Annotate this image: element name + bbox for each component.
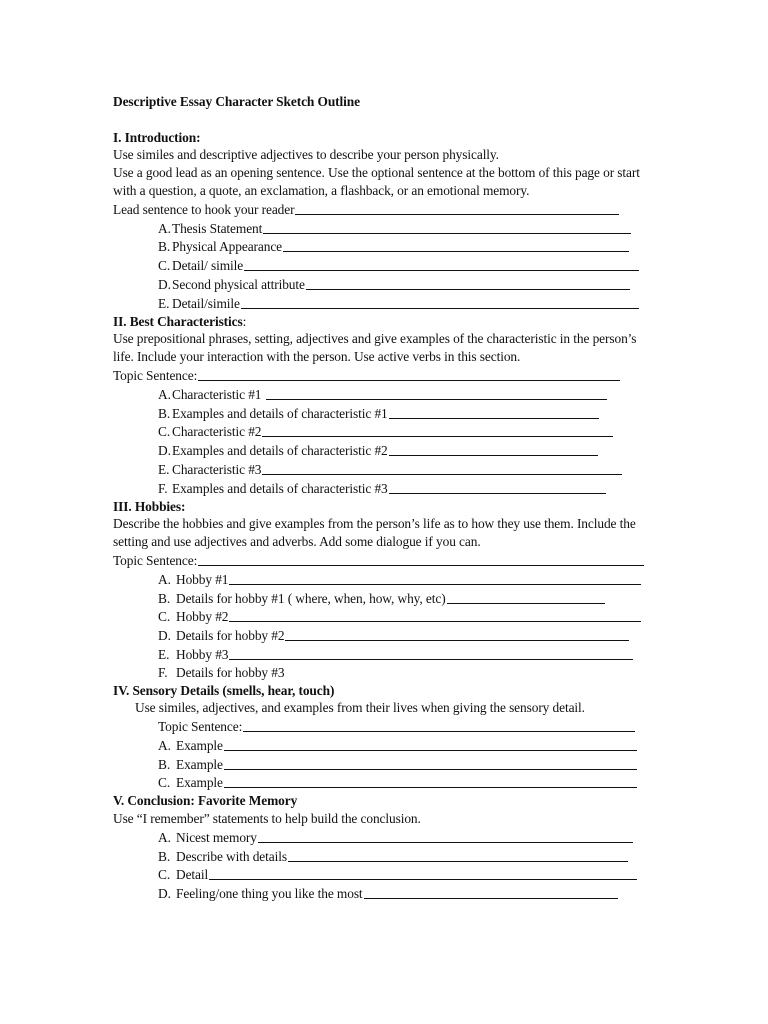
answer-blank[interactable] (266, 386, 607, 400)
section-heading-colon: : (242, 313, 247, 329)
answer-blank[interactable] (389, 442, 598, 456)
section-conclusion (113, 792, 658, 903)
outline-item (113, 237, 658, 256)
section-hobbies (113, 498, 658, 682)
topic-sentence-line (113, 551, 658, 570)
item-label: Detail/ simile (172, 258, 244, 274)
outline-item (113, 773, 658, 792)
item-marker: E. (158, 646, 170, 662)
item-label: Examples and details of characteristic #2 (172, 443, 388, 459)
item-label: Examples and details of characteristic #1 (172, 405, 388, 421)
item-label: Detail (176, 867, 209, 883)
outline-item (113, 736, 658, 755)
outline-item (113, 256, 658, 275)
outline-item (113, 664, 658, 682)
section-paragraph: Use “I remember” statements to help build the conclusion. (113, 811, 421, 827)
topic-sentence-label: Topic Sentence: (158, 719, 243, 735)
outline-item (113, 847, 658, 866)
outline-item (113, 589, 658, 608)
outline-item (113, 645, 658, 664)
outline-item (113, 294, 658, 313)
item-label: Details for hobby #2 (176, 628, 285, 644)
section-introduction (113, 129, 658, 313)
item-label: Details for hobby #1 ( where, when, how, why, etc) (176, 590, 446, 606)
section-paragraph: Use a good lead as an opening sentence. Use the optional sentence at the bottom of this page or start with a question, a quote, an exclamation, a flashback, or an emotional memory. (113, 165, 640, 198)
answer-blank[interactable] (295, 201, 619, 215)
section-paragraph: Use similes and descriptive adjectives to describe your person physically. (113, 147, 499, 163)
item-label: Example (176, 756, 223, 772)
item-marker: C. (158, 867, 171, 883)
outline-item (113, 479, 658, 498)
item-marker: A. (158, 571, 171, 587)
item-marker: B. (158, 848, 171, 864)
item-marker: B. (158, 405, 171, 421)
item-label: Detail/simile (172, 295, 240, 311)
item-label: Second physical attribute (172, 276, 305, 292)
outline-item (113, 828, 658, 847)
answer-blank[interactable] (209, 866, 637, 880)
answer-blank[interactable] (364, 885, 618, 899)
outline-item (113, 275, 658, 294)
outline-item (113, 865, 658, 884)
item-marker: A. (158, 220, 171, 236)
item-label: Example (176, 775, 223, 791)
answer-blank[interactable] (288, 848, 628, 862)
answer-blank[interactable] (285, 627, 629, 641)
section-heading: III. Hobbies: (113, 498, 186, 514)
answer-blank[interactable] (229, 646, 633, 660)
section-heading: IV. Sensory Details (smells, hear, touch) (113, 682, 335, 698)
item-label: Characteristic #3 (172, 461, 262, 477)
item-label: Feeling/one thing you like the most (176, 886, 363, 902)
outline-item (113, 884, 658, 903)
lead-sentence-line (113, 200, 658, 219)
answer-blank[interactable] (258, 829, 633, 843)
answer-blank[interactable] (224, 756, 637, 770)
section-heading (113, 313, 658, 331)
item-marker: A. (158, 829, 171, 845)
topic-sentence-line (113, 366, 658, 385)
answer-blank[interactable] (306, 276, 630, 290)
item-marker: D. (158, 443, 171, 459)
item-marker: C. (158, 258, 171, 274)
item-marker: B. (158, 239, 171, 255)
item-label: Details for hobby #3 (176, 664, 285, 680)
outline-item (113, 570, 658, 589)
answer-blank[interactable] (224, 774, 637, 788)
document-title: Descriptive Essay Character Sketch Outline (113, 94, 360, 109)
answer-blank[interactable] (198, 367, 620, 381)
item-marker: D. (158, 276, 171, 292)
answer-blank[interactable] (389, 480, 606, 494)
item-marker: F. (158, 664, 168, 680)
outline-item (113, 219, 658, 238)
section-paragraph: Use similes, adjectives, and examples from their lives when giving the sensory detail. (135, 700, 585, 716)
answer-blank[interactable] (224, 737, 637, 751)
answer-blank[interactable] (447, 590, 605, 604)
item-marker: B. (158, 756, 171, 772)
item-marker: F. (158, 480, 168, 496)
section-paragraph: Describe the hobbies and give examples from the person’s life as to how they use them. Include the setting and use adjectives and adverbs. Add some dialogue if you can. (113, 516, 636, 550)
item-marker: C. (158, 609, 171, 625)
lead-sentence-label: Lead sentence to hook your reader (113, 201, 295, 217)
item-label: Thesis Statement (172, 220, 263, 236)
item-label: Physical Appearance (172, 239, 283, 255)
outline-item (113, 385, 658, 404)
topic-sentence-line (113, 717, 658, 736)
item-marker: C. (158, 424, 171, 440)
answer-blank[interactable] (229, 608, 641, 622)
item-label: Hobby #2 (176, 609, 229, 625)
item-label: Describe with details (176, 848, 287, 864)
item-marker: E. (158, 461, 170, 477)
item-label: Hobby #1 (176, 571, 229, 587)
item-marker: B. (158, 590, 171, 606)
section-heading: V. Conclusion: Favorite Memory (113, 793, 298, 809)
item-label: Characteristic #2 (172, 424, 262, 440)
item-marker: D. (158, 628, 171, 644)
section-sensory-details (113, 682, 658, 793)
item-marker: E. (158, 295, 170, 311)
answer-blank[interactable] (283, 238, 629, 252)
answer-blank[interactable] (241, 295, 639, 309)
section-heading: I. Introduction: (113, 129, 201, 145)
answer-blank[interactable] (389, 405, 599, 419)
section-paragraph: Use prepositional phrases, setting, adjectives and give examples of the characteristic in the person’s life. Include your interaction with the person. Use active verbs in this section. (113, 331, 637, 365)
answer-blank[interactable] (229, 571, 641, 585)
item-label: Hobby #3 (176, 646, 229, 662)
answer-blank[interactable] (198, 552, 644, 566)
outline-item (113, 422, 658, 441)
item-marker: A. (158, 737, 171, 753)
outline-item (113, 441, 658, 460)
answer-blank[interactable] (244, 257, 639, 271)
answer-blank[interactable] (243, 718, 635, 732)
outline-item (113, 460, 658, 479)
item-label: Nicest memory (176, 829, 257, 845)
answer-blank[interactable] (262, 461, 622, 475)
outline-item (113, 404, 658, 423)
outline-item (113, 626, 658, 645)
item-label: Examples and details of characteristic #3 (172, 480, 388, 496)
topic-sentence-label: Topic Sentence: (113, 552, 198, 568)
item-label: Example (176, 737, 223, 753)
outline-item (113, 755, 658, 774)
item-marker: C. (158, 775, 171, 791)
outline-item (113, 607, 658, 626)
answer-blank[interactable] (263, 220, 631, 234)
item-marker: A. (158, 386, 171, 402)
item-marker: D. (158, 886, 171, 902)
section-best-characteristics (113, 313, 658, 498)
answer-blank[interactable] (262, 423, 613, 437)
outline-document (113, 93, 658, 903)
topic-sentence-label: Topic Sentence: (113, 367, 198, 383)
section-heading-text: II. Best Characteristics (113, 313, 243, 329)
item-label: Characteristic #1 (172, 386, 262, 402)
